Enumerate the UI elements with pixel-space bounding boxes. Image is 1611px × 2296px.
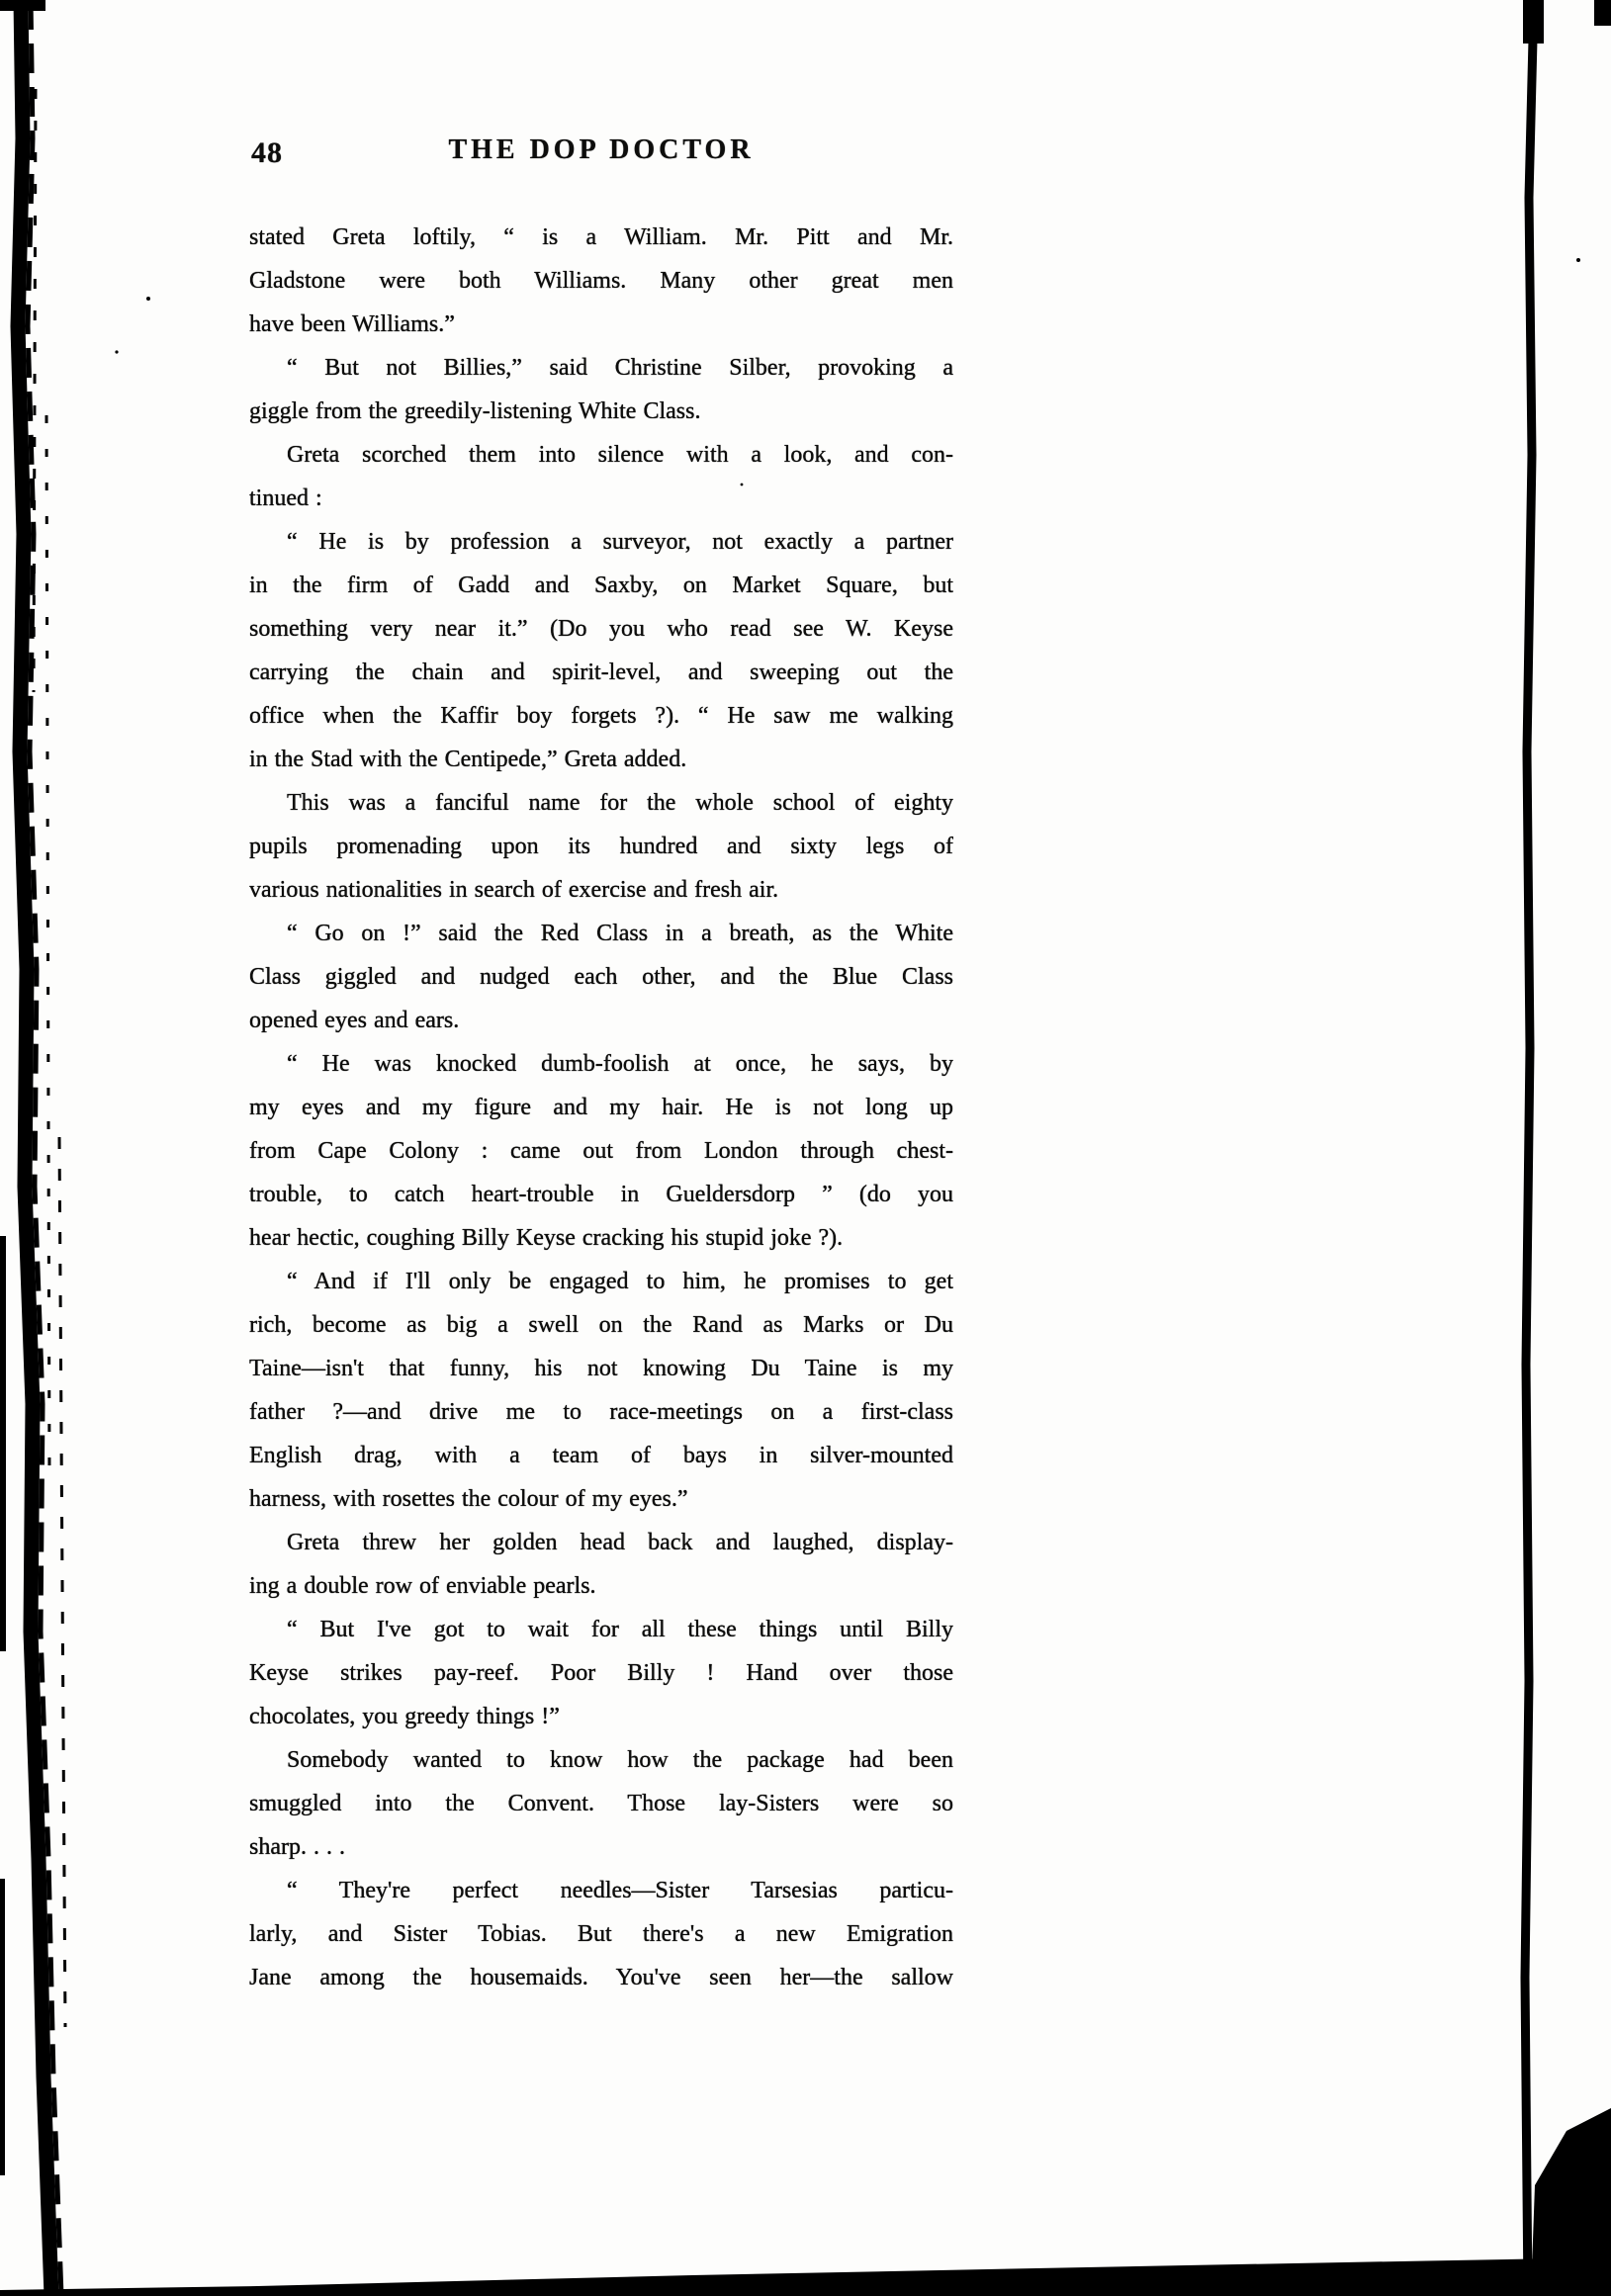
running-title: THE DOP DOCTOR xyxy=(448,134,755,165)
text-line: Gladstone were both Williams. Many other great men xyxy=(249,268,953,294)
text-line: stated Greta loftily, “ is a William. Mr. Pitt and Mr. xyxy=(249,224,953,250)
text-line: rich, become as big a swell on the Rand as Marks or Du xyxy=(249,1312,953,1338)
text-line: various nationalities in search of exercise and fresh air. xyxy=(249,877,779,903)
text-line: opened eyes and ears. xyxy=(249,1008,460,1033)
text-line: harness, with rosettes the colour of my eyes.” xyxy=(249,1486,688,1512)
text-block xyxy=(249,134,953,1999)
text-line: “ And if I'll only be engaged to him, he promises to get xyxy=(287,1269,953,1294)
text-line: sharp. . . . xyxy=(249,1834,345,1860)
text-line: Class giggled and nudged each other, and the Blue Class xyxy=(249,964,953,990)
text-line: tinued : xyxy=(249,486,322,511)
text-line: “ But I've got to wait for all these things until Billy xyxy=(287,1617,953,1642)
text-line: Keyse strikes pay-reef. Poor Billy ! Hand over those xyxy=(249,1660,953,1686)
text-line: This was a fanciful name for the whole school of eighty xyxy=(287,790,953,816)
text-line: pupils promenading upon its hundred and sixty legs of xyxy=(249,834,953,859)
page-number: 48 xyxy=(251,136,283,169)
text-line: English drag, with a team of bays in silver-mounted xyxy=(249,1443,953,1468)
text-line: “ He was knocked dumb-foolish at once, he says, by xyxy=(287,1051,953,1077)
text-line: hear hectic, coughing Billy Keyse cracking his stupid joke ?). xyxy=(249,1225,844,1251)
bottom-scan-shadow-icon xyxy=(0,2257,1611,2296)
text-line: something very near it.” (Do you who read see W. Keyse xyxy=(249,616,953,642)
page-text xyxy=(249,216,953,1999)
text-line: from Cape Colony : came out from London through chest- xyxy=(249,1138,953,1164)
text-line: have been Williams.” xyxy=(249,311,455,337)
right-page-edge-icon xyxy=(1523,0,1611,2296)
text-line: ing a double row of enviable pearls. xyxy=(249,1573,596,1599)
running-head xyxy=(249,134,953,172)
text-line: giggle from the greedily-listening White Class. xyxy=(249,398,701,424)
text-line: in the Stad with the Centipede,” Greta added. xyxy=(249,747,687,772)
left-binding-edge-icon xyxy=(0,0,65,2296)
text-line: Greta scorched them into silence with a look, and con- xyxy=(287,442,953,468)
text-line: smuggled into the Convent. Those lay-Sisters were so xyxy=(249,1791,953,1816)
text-line: carrying the chain and spirit-level, and sweeping out the xyxy=(249,660,953,685)
text-line: Jane among the housemaids. You've seen her—the sallow xyxy=(249,1965,953,1990)
text-line: in the firm of Gadd and Saxby, on Market Square, but xyxy=(249,573,953,598)
text-line: Somebody wanted to know how the package had been xyxy=(287,1747,953,1773)
text-line: office when the Kaffir boy forgets ?). “ He saw me walking xyxy=(249,703,953,729)
text-line: chocolates, you greedy things !” xyxy=(249,1704,560,1729)
text-line: “ They're perfect needles—Sister Tarsesias particu- xyxy=(287,1878,953,1903)
text-line: larly, and Sister Tobias. But there's a new Emigration xyxy=(249,1921,953,1947)
text-line: father ?—and drive me to race-meetings on a first-class xyxy=(249,1399,953,1425)
text-line: “ Go on !” said the Red Class in a breath, as the White xyxy=(287,921,953,946)
text-line: Greta threw her golden head back and laughed, display- xyxy=(287,1530,953,1555)
text-line: “ He is by profession a surveyor, not exactly a partner xyxy=(287,529,953,555)
text-line: trouble, to catch heart-trouble in Gueldersdorp ” (do you xyxy=(249,1182,953,1207)
text-line: my eyes and my figure and my hair. He is not long up xyxy=(249,1095,953,1120)
text-line: “ But not Billies,” said Christine Silber, provoking a xyxy=(287,355,953,381)
text-line: Taine—isn't that funny, his not knowing Du Taine is my xyxy=(249,1356,953,1381)
